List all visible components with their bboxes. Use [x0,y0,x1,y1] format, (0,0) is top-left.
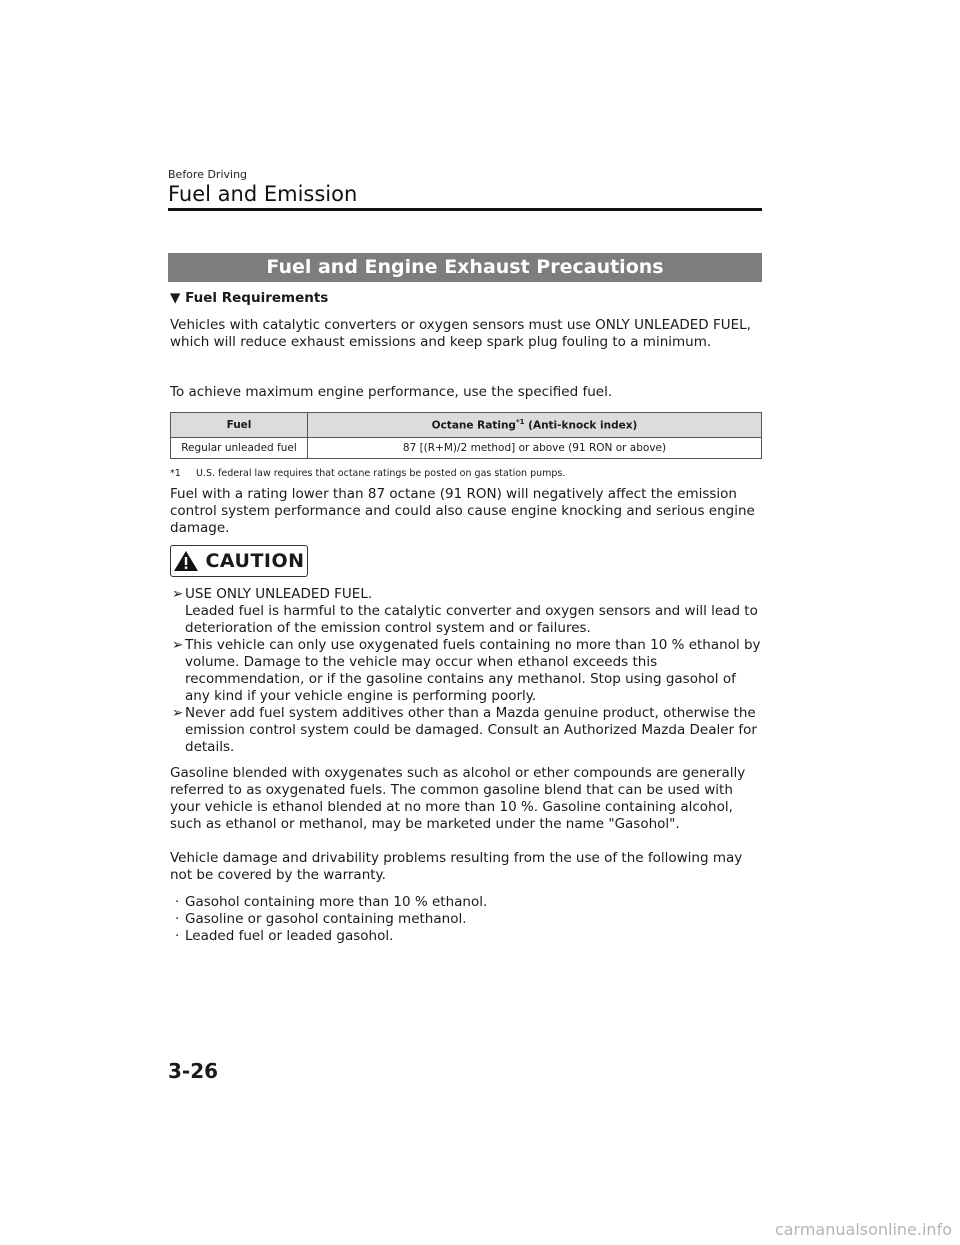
arrow-bullet-icon: ➢ [172,586,184,602]
caution-item-title: This vehicle can only use oxygenated fuels containing no more than 10 % ethanol by volume. Damage to the vehicle may occur when ethanol exceeds this recommendation, or if the gasoline contains any methanol. Stop using gasohol of any kind if your vehicle engine is performing poorly. [185,637,761,704]
subheading-text: Fuel Requirements [185,290,329,306]
subheading [170,290,328,306]
table-cell-octane: 87 [(R+M)/2 method] or above (91 RON or above) [308,438,762,459]
arrow-bullet-icon: ➢ [172,705,184,721]
caution-item-title: USE ONLY UNLEADED FUEL. [185,586,373,602]
caution-box [170,545,308,577]
caution-item [172,637,762,705]
table-header-octane [308,413,762,438]
page-header [168,168,762,207]
arrow-bullet-icon: ➢ [172,637,184,653]
list-item [175,894,487,911]
list-item-text: Gasoline or gasohol containing methanol. [185,911,467,927]
page-number: 3-26 [168,1059,219,1083]
performance-paragraph: To achieve maximum engine performance, use the specified fuel. [170,384,613,400]
section-title: Fuel and Emission [168,182,358,206]
header-rule [168,208,762,211]
octane-label: Octane Rating [431,419,516,432]
table-header-fuel: Fuel [171,413,308,438]
caution-item-title: Never add fuel system additives other than a Mazda genuine product, otherwise the emission control system could be damaged. Consult an Authorized Mazda Dealer for details. [185,705,757,755]
dot-bullet-icon: · [175,928,180,944]
table-row [171,438,762,459]
watermark: carmanualsonline.info [774,1220,952,1239]
table-cell-fuel: Regular unleaded fuel [171,438,308,459]
dot-bullet-icon: · [175,894,180,910]
caution-label: CAUTION [205,550,305,572]
warranty-list [175,894,487,945]
octane-warning-paragraph: Fuel with a rating lower than 87 octane (91 RON) will negatively affect the emission control system performance and could also cause engine knocking and serious engine damage. [170,486,755,536]
table-header-row [171,413,762,438]
list-item-text: Leaded fuel or leaded gasohol. [185,928,394,944]
caution-item-body: Leaded fuel is harmful to the catalytic converter and oxygen sensors and will lead to deterioration of the emission control system and or failures. [185,603,758,636]
triangle-down-icon: ▼ [170,290,181,306]
list-item-text: Gasohol containing more than 10 % ethanol. [185,894,488,910]
caution-item [172,586,762,637]
gasohol-paragraph: Gasoline blended with oxygenates such as alcohol or ether compounds are generally referred to as oxygenated fuels. The common gasoline blend that can be used with your vehicle is ethanol blended at no more than 10 %. Gasoline containing alcohol, such as ethanol or methanol, may be marketed under the name "Gasohol". [170,765,746,832]
caution-list [172,586,762,756]
list-item [175,911,487,928]
fuel-table [170,412,762,459]
chapter-kicker: Before Driving [168,168,248,181]
footnote-ref: *1 [515,418,525,427]
list-item [175,928,487,945]
warranty-paragraph: Vehicle damage and drivability problems resulting from the use of the following may not be covered by the warranty. [170,850,743,883]
dot-bullet-icon: · [175,911,180,927]
footnote [170,468,565,479]
footnote-marker: *1 [170,468,181,479]
intro-paragraph: Vehicles with catalytic converters or oxygen sensors must use ONLY UNLEADED FUEL, which will reduce exhaust emissions and keep spark plug fouling to a minimum. [170,317,751,350]
warning-triangle-icon [173,550,199,572]
caution-item [172,705,762,756]
topic-banner: Fuel and Engine Exhaust Precautions [168,253,762,282]
footnote-text: U.S. federal law requires that octane ratings be posted on gas station pumps. [196,468,566,479]
octane-suffix: (Anti-knock index) [524,419,638,432]
